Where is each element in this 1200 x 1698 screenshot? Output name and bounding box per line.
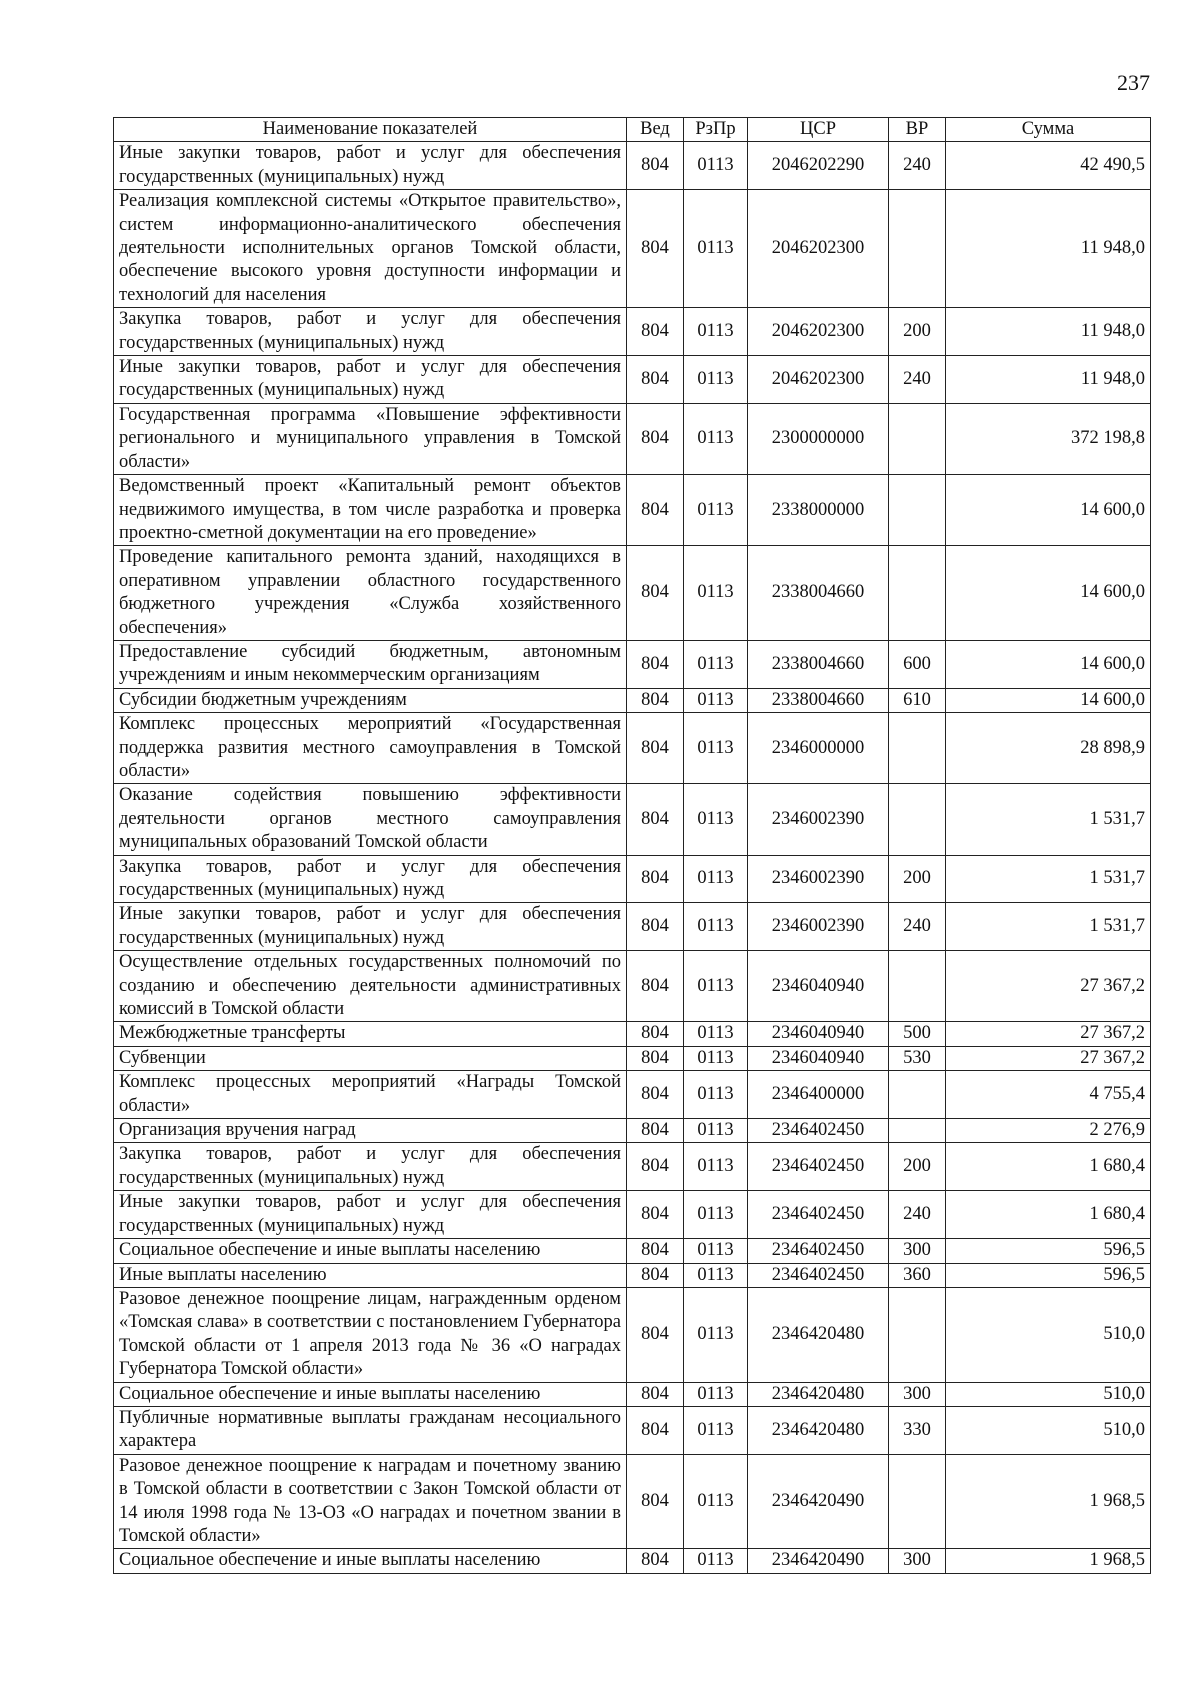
- cell-rzpr: 0113: [684, 1239, 748, 1263]
- cell-name: Государственная программа «Повышение эффективности регионального и муниципального управления в Томской области»: [114, 403, 627, 474]
- cell-csr: 2346402450: [748, 1119, 889, 1143]
- table-row: [114, 1263, 1151, 1287]
- cell-sum: 11 948,0: [946, 308, 1151, 356]
- cell-vr: [889, 1119, 946, 1143]
- cell-vr: [889, 1287, 946, 1382]
- cell-sum: 510,0: [946, 1287, 1151, 1382]
- cell-csr: 2046202300: [748, 190, 889, 308]
- cell-rzpr: 0113: [684, 546, 748, 641]
- cell-sum: 27 367,2: [946, 1046, 1151, 1070]
- cell-ved: 804: [627, 403, 684, 474]
- cell-csr: 2346420480: [748, 1382, 889, 1406]
- cell-rzpr: 0113: [684, 475, 748, 546]
- cell-ved: 804: [627, 1191, 684, 1239]
- cell-name: Закупка товаров, работ и услуг для обеспечения государственных (муниципальных) нужд: [114, 308, 627, 356]
- cell-csr: 2346040940: [748, 951, 889, 1022]
- table-body: [114, 142, 1151, 1573]
- cell-sum: 14 600,0: [946, 640, 1151, 688]
- cell-rzpr: 0113: [684, 784, 748, 855]
- cell-rzpr: 0113: [684, 1046, 748, 1070]
- cell-vr: 500: [889, 1022, 946, 1046]
- cell-ved: 804: [627, 1382, 684, 1406]
- cell-csr: 2346002390: [748, 855, 889, 903]
- cell-csr: 2338000000: [748, 475, 889, 546]
- cell-ved: 804: [627, 688, 684, 712]
- table-row: [114, 308, 1151, 356]
- cell-rzpr: 0113: [684, 640, 748, 688]
- cell-ved: 804: [627, 903, 684, 951]
- header-sum: Сумма: [946, 118, 1151, 142]
- cell-vr: 330: [889, 1406, 946, 1454]
- table-row: [114, 1071, 1151, 1119]
- cell-name: Социальное обеспечение и иные выплаты населению: [114, 1239, 627, 1263]
- cell-vr: 240: [889, 903, 946, 951]
- cell-vr: 240: [889, 356, 946, 404]
- cell-sum: 11 948,0: [946, 356, 1151, 404]
- table-row: [114, 356, 1151, 404]
- header-vr: ВР: [889, 118, 946, 142]
- cell-ved: 804: [627, 713, 684, 784]
- cell-csr: 2346000000: [748, 713, 889, 784]
- cell-sum: 1 531,7: [946, 855, 1151, 903]
- cell-vr: 360: [889, 1263, 946, 1287]
- cell-name: Субсидии бюджетным учреждениям: [114, 688, 627, 712]
- table-row: [114, 1022, 1151, 1046]
- table-row: [114, 403, 1151, 474]
- cell-csr: 2346402450: [748, 1239, 889, 1263]
- header-name: Наименование показателей: [114, 118, 627, 142]
- cell-ved: 804: [627, 1046, 684, 1070]
- budget-table: [113, 117, 1151, 1574]
- cell-ved: 804: [627, 1022, 684, 1046]
- cell-ved: 804: [627, 951, 684, 1022]
- cell-rzpr: 0113: [684, 1143, 748, 1191]
- table-row: [114, 1046, 1151, 1070]
- cell-name: Публичные нормативные выплаты гражданам несоциального характера: [114, 1406, 627, 1454]
- cell-name: Социальное обеспечение и иные выплаты населению: [114, 1382, 627, 1406]
- cell-name: Ведомственный проект «Капитальный ремонт объектов недвижимого имущества, в том числе разработка и проверка проектно-сметной документации на его проведение»: [114, 475, 627, 546]
- cell-vr: 240: [889, 142, 946, 190]
- cell-sum: 1 531,7: [946, 784, 1151, 855]
- cell-ved: 804: [627, 784, 684, 855]
- cell-name: Иные выплаты населению: [114, 1263, 627, 1287]
- cell-name: Осуществление отдельных государственных полномочий по созданию и обеспечению деятельности административных комиссий в Томской области: [114, 951, 627, 1022]
- cell-rzpr: 0113: [684, 1263, 748, 1287]
- cell-vr: [889, 713, 946, 784]
- cell-name: Межбюджетные трансферты: [114, 1022, 627, 1046]
- cell-name: Субвенции: [114, 1046, 627, 1070]
- cell-rzpr: 0113: [684, 1549, 748, 1573]
- cell-vr: 200: [889, 855, 946, 903]
- cell-sum: 11 948,0: [946, 190, 1151, 308]
- cell-sum: 42 490,5: [946, 142, 1151, 190]
- cell-vr: 300: [889, 1549, 946, 1573]
- table-row: [114, 1143, 1151, 1191]
- cell-ved: 804: [627, 640, 684, 688]
- cell-name: Организация вручения наград: [114, 1119, 627, 1143]
- cell-rzpr: 0113: [684, 1287, 748, 1382]
- cell-ved: 804: [627, 1454, 684, 1549]
- table-row: [114, 1239, 1151, 1263]
- cell-sum: 4 755,4: [946, 1071, 1151, 1119]
- table-row: [114, 190, 1151, 308]
- cell-rzpr: 0113: [684, 1454, 748, 1549]
- table-row: [114, 1287, 1151, 1382]
- cell-vr: 300: [889, 1382, 946, 1406]
- cell-vr: [889, 190, 946, 308]
- table-row: [114, 546, 1151, 641]
- cell-sum: 1 968,5: [946, 1549, 1151, 1573]
- cell-sum: 1 968,5: [946, 1454, 1151, 1549]
- cell-sum: 596,5: [946, 1239, 1151, 1263]
- cell-rzpr: 0113: [684, 1119, 748, 1143]
- cell-ved: 804: [627, 356, 684, 404]
- table-row: [114, 855, 1151, 903]
- cell-name: Закупка товаров, работ и услуг для обеспечения государственных (муниципальных) нужд: [114, 855, 627, 903]
- cell-rzpr: 0113: [684, 403, 748, 474]
- cell-vr: 200: [889, 308, 946, 356]
- header-ved: Вед: [627, 118, 684, 142]
- cell-name: Социальное обеспечение и иные выплаты населению: [114, 1549, 627, 1573]
- cell-name: Разовое денежное поощрение к наградам и почетному званию в Томской области в соответствии с Закон Томской области от 14 июля 1998 года № 13-ОЗ «О наградах и почетном звании в Томской области»: [114, 1454, 627, 1549]
- cell-vr: [889, 1071, 946, 1119]
- cell-csr: 2346002390: [748, 784, 889, 855]
- cell-vr: 600: [889, 640, 946, 688]
- cell-csr: 2346420490: [748, 1454, 889, 1549]
- cell-rzpr: 0113: [684, 1406, 748, 1454]
- cell-csr: 2346420480: [748, 1406, 889, 1454]
- cell-sum: 510,0: [946, 1406, 1151, 1454]
- table-row: [114, 142, 1151, 190]
- cell-vr: [889, 403, 946, 474]
- cell-name: Комплекс процессных мероприятий «Награды Томской области»: [114, 1071, 627, 1119]
- cell-rzpr: 0113: [684, 190, 748, 308]
- cell-ved: 804: [627, 1287, 684, 1382]
- cell-name: Иные закупки товаров, работ и услуг для обеспечения государственных (муниципальных) нужд: [114, 1191, 627, 1239]
- cell-name: Оказание содействия повышению эффективности деятельности органов местного самоуправления муниципальных образований Томской области: [114, 784, 627, 855]
- cell-vr: 240: [889, 1191, 946, 1239]
- cell-rzpr: 0113: [684, 1071, 748, 1119]
- table-row: [114, 1191, 1151, 1239]
- table-row: [114, 1119, 1151, 1143]
- cell-rzpr: 0113: [684, 951, 748, 1022]
- table-row: [114, 903, 1151, 951]
- cell-csr: 2338004660: [748, 640, 889, 688]
- cell-rzpr: 0113: [684, 308, 748, 356]
- cell-ved: 804: [627, 1071, 684, 1119]
- cell-rzpr: 0113: [684, 1382, 748, 1406]
- cell-sum: 1 680,4: [946, 1191, 1151, 1239]
- cell-sum: 596,5: [946, 1263, 1151, 1287]
- cell-csr: 2346002390: [748, 903, 889, 951]
- cell-sum: 28 898,9: [946, 713, 1151, 784]
- cell-rzpr: 0113: [684, 903, 748, 951]
- table-row: [114, 1454, 1151, 1549]
- table-row: [114, 688, 1151, 712]
- table-row: [114, 475, 1151, 546]
- cell-vr: 610: [889, 688, 946, 712]
- cell-name: Проведение капитального ремонта зданий, находящихся в оперативном управлении областного государственного бюджетного учреждения «Служба хозяйственного обеспечения»: [114, 546, 627, 641]
- cell-rzpr: 0113: [684, 1022, 748, 1046]
- cell-csr: 2338004660: [748, 546, 889, 641]
- cell-csr: 2346420490: [748, 1549, 889, 1573]
- cell-ved: 804: [627, 1406, 684, 1454]
- cell-ved: 804: [627, 308, 684, 356]
- cell-rzpr: 0113: [684, 1191, 748, 1239]
- cell-sum: 372 198,8: [946, 403, 1151, 474]
- cell-csr: 2046202300: [748, 356, 889, 404]
- cell-ved: 804: [627, 190, 684, 308]
- cell-csr: 2346400000: [748, 1071, 889, 1119]
- cell-vr: [889, 951, 946, 1022]
- cell-vr: [889, 546, 946, 641]
- cell-name: Разовое денежное поощрение лицам, награжденным орденом «Томская слава» в соответствии с постановлением Губернатора Томской области от 1 апреля 2013 года № 36 «О наградах Губернатора Томской области»: [114, 1287, 627, 1382]
- cell-sum: 14 600,0: [946, 475, 1151, 546]
- cell-sum: 1 680,4: [946, 1143, 1151, 1191]
- cell-ved: 804: [627, 1119, 684, 1143]
- cell-csr: 2046202290: [748, 142, 889, 190]
- header-rzpr: РзПр: [684, 118, 748, 142]
- cell-sum: 27 367,2: [946, 951, 1151, 1022]
- cell-vr: 200: [889, 1143, 946, 1191]
- cell-ved: 804: [627, 475, 684, 546]
- table-row: [114, 951, 1151, 1022]
- cell-name: Иные закупки товаров, работ и услуг для обеспечения государственных (муниципальных) нужд: [114, 356, 627, 404]
- cell-csr: 2338004660: [748, 688, 889, 712]
- cell-vr: 530: [889, 1046, 946, 1070]
- cell-rzpr: 0113: [684, 713, 748, 784]
- cell-csr: 2346402450: [748, 1143, 889, 1191]
- cell-vr: [889, 1454, 946, 1549]
- cell-name: Комплекс процессных мероприятий «Государственная поддержка развития местного самоуправления в Томской области»: [114, 713, 627, 784]
- table-row: [114, 640, 1151, 688]
- cell-sum: 27 367,2: [946, 1022, 1151, 1046]
- cell-rzpr: 0113: [684, 855, 748, 903]
- cell-name: Закупка товаров, работ и услуг для обеспечения государственных (муниципальных) нужд: [114, 1143, 627, 1191]
- page-number: 237: [1117, 70, 1150, 95]
- cell-ved: 804: [627, 855, 684, 903]
- header-csr: ЦСР: [748, 118, 889, 142]
- table-row: [114, 1406, 1151, 1454]
- header-row: [114, 118, 1151, 142]
- cell-ved: 804: [627, 142, 684, 190]
- cell-sum: 14 600,0: [946, 688, 1151, 712]
- cell-rzpr: 0113: [684, 142, 748, 190]
- cell-csr: 2300000000: [748, 403, 889, 474]
- table-header: [114, 118, 1151, 142]
- table-row: [114, 1549, 1151, 1573]
- cell-vr: 300: [889, 1239, 946, 1263]
- cell-ved: 804: [627, 1263, 684, 1287]
- cell-sum: 14 600,0: [946, 546, 1151, 641]
- cell-sum: 1 531,7: [946, 903, 1151, 951]
- cell-vr: [889, 784, 946, 855]
- cell-ved: 804: [627, 1549, 684, 1573]
- cell-sum: 2 276,9: [946, 1119, 1151, 1143]
- table-row: [114, 713, 1151, 784]
- cell-ved: 804: [627, 1143, 684, 1191]
- cell-csr: 2346040940: [748, 1022, 889, 1046]
- cell-ved: 804: [627, 1239, 684, 1263]
- table-row: [114, 784, 1151, 855]
- cell-rzpr: 0113: [684, 356, 748, 404]
- cell-csr: 2046202300: [748, 308, 889, 356]
- cell-sum: 510,0: [946, 1382, 1151, 1406]
- cell-csr: 2346040940: [748, 1046, 889, 1070]
- cell-csr: 2346420480: [748, 1287, 889, 1382]
- table-row: [114, 1382, 1151, 1406]
- cell-name: Предоставление субсидий бюджетным, автономным учреждениям и иным некоммерческим организациям: [114, 640, 627, 688]
- cell-rzpr: 0113: [684, 688, 748, 712]
- cell-ved: 804: [627, 546, 684, 641]
- cell-vr: [889, 475, 946, 546]
- cell-name: Иные закупки товаров, работ и услуг для обеспечения государственных (муниципальных) нужд: [114, 903, 627, 951]
- cell-csr: 2346402450: [748, 1263, 889, 1287]
- cell-csr: 2346402450: [748, 1191, 889, 1239]
- cell-name: Иные закупки товаров, работ и услуг для обеспечения государственных (муниципальных) нужд: [114, 142, 627, 190]
- cell-name: Реализация комплексной системы «Открытое правительство», систем информационно-аналитического обеспечения деятельности исполнительных органов Томской области, обеспечение высокого уровня доступности информации и технологий для населения: [114, 190, 627, 308]
